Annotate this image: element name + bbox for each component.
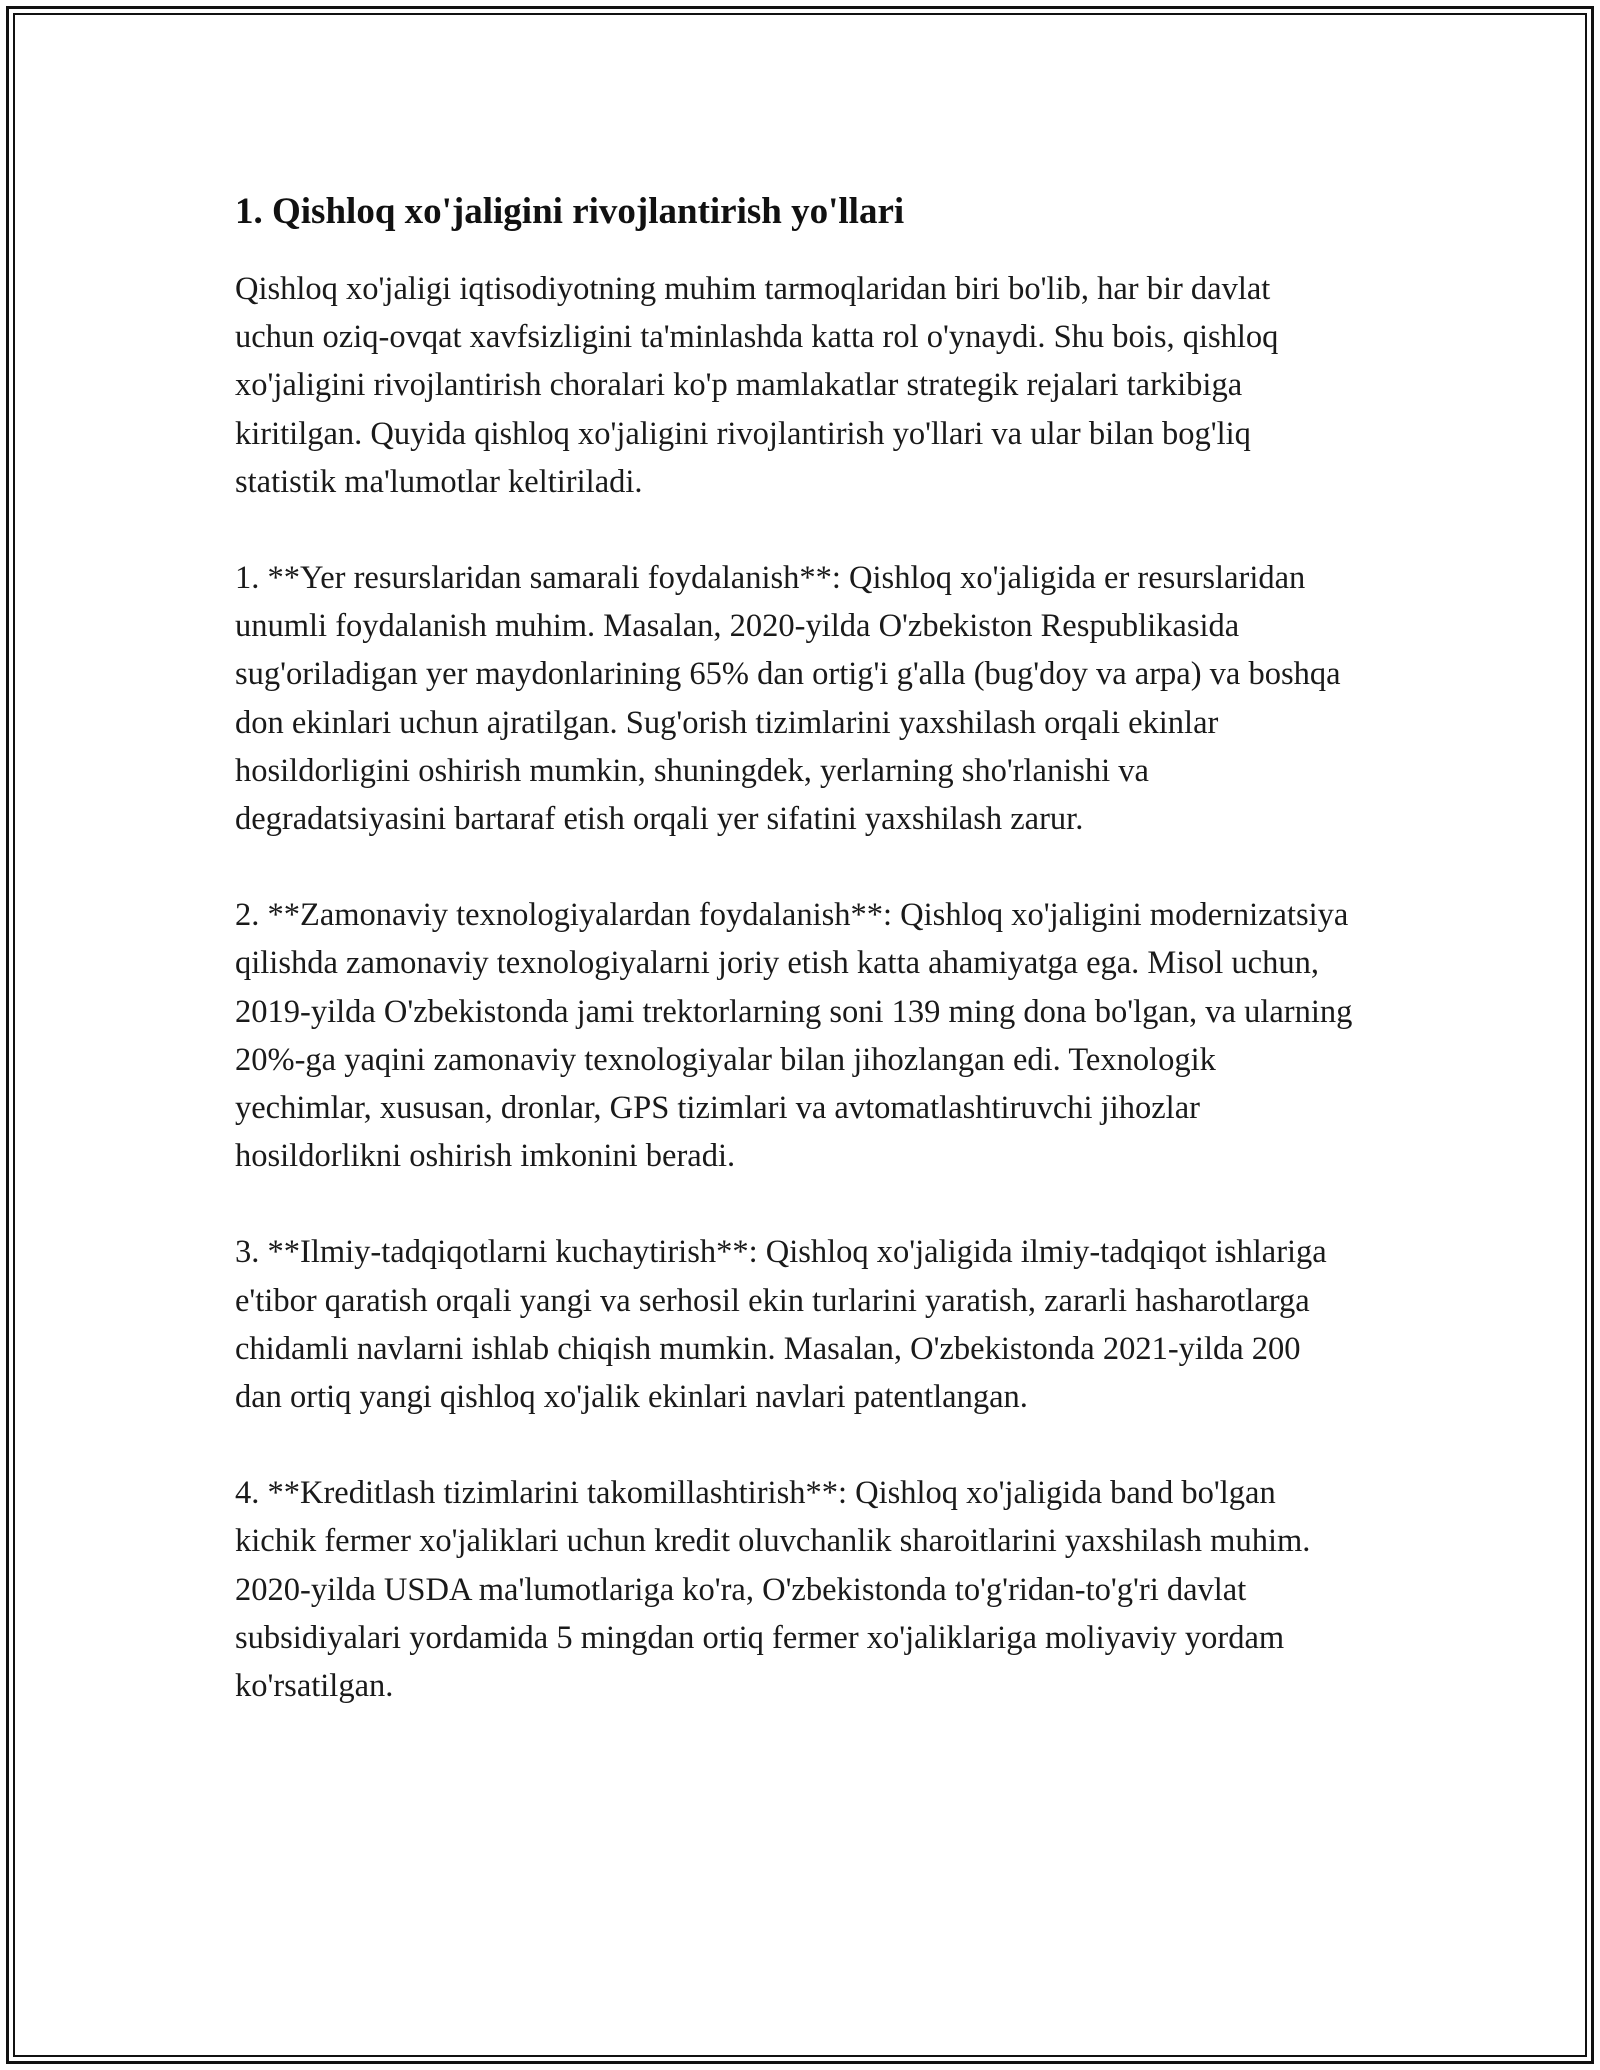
paragraph-scientific-research: 3. **Ilmiy-tadqiqotlarni kuchaytirish**: Qishloq xo'jaligida ilmiy-tadqiqot ishlariga e'tibor qaratish orqali yangi va serhosil ekin turlarini yaratish, zararli hasharotlarga chidamli navlarni ishlab chiqish mumkin. Masalan, O'zbekistonda 2021-yilda 200 dan ortiq yangi qishloq xo'jalik ekinlari navlari patentlangan. <box>235 1234 1327 1416</box>
intro-paragraph: Qishloq xo'jaligi iqtisodiyotning muhim tarmoqlaridan biri bo'lib, har bir davlat uchun oziq-ovqat xavfsizligini ta'minlashda katta rol o'ynaydi. Shu bois, qishloq xo'jaligini rivojlantirish choralari ko'p mamlakatlar strategik rejalari tarkibiga kiritilgan. Quyida qishloq xo'jaligini rivojlantirish yo'llari va ular bilan bog'liq statistik ma'lumotlar keltiriladi. <box>235 271 1279 500</box>
document-body <box>235 186 1355 1710</box>
section-title: 1. Qishloq xo'jaligini rivojlantirish yo'llari <box>235 191 905 232</box>
paragraph-modern-technologies: 2. **Zamonaviy texnologiyalardan foydalanish**: Qishloq xo'jaligini modernizatsiya qilishda zamonaviy texnologiyalarni joriy etish katta ahamiyatga ega. Misol uchun, 2019-yilda O'zbekistonda jami trektorlarning soni 139 ming dona bo'lgan, va ularning 20%-ga yaqini zamonaviy texnologiyalar bilan jihozlangan edi. Texnologik yechimlar, xususan, dronlar, GPS tizimlari va avtomatlashtiruvchi jihozlar hosildorlikni oshirish imkonini beradi. <box>235 897 1353 1175</box>
paragraph-credit-systems: 4. **Kreditlash tizimlarini takomillashtirish**: Qishloq xo'jaligida band bo'lgan kichik fermer xo'jaliklari uchun kredit oluvchanlik sharoitlarini yaxshilash muhim. 2020-yilda USDA ma'lumotlariga ko'ra, O'zbekistonda to'g'ridan-to'g'ri davlat subsidiyalari yordamida 5 mingdan ortiq fermer xo'jaliklariga moliyaviy yordam ko'rsatilgan. <box>235 1475 1311 1705</box>
paragraph-land-resources: 1. **Yer resurslaridan samarali foydalanish**: Qishloq xo'jaligida er resurslaridan unumli foydalanish muhim. Masalan, 2020-yilda O'zbekiston Respublikasida sug'oriladigan yer maydonlarining 65% dan ortig'i g'alla (bug'doy va arpa) va boshqa don ekinlari uchun ajratilgan. Sug'orish tizimlarini yaxshilash orqali ekinlar hosildorligini oshirish mumkin, shuningdek, yerlarning sho'rlanishi va degradatsiyasini bartaraf etish orqali yer sifatini yaxshilash zarur. <box>235 560 1341 838</box>
